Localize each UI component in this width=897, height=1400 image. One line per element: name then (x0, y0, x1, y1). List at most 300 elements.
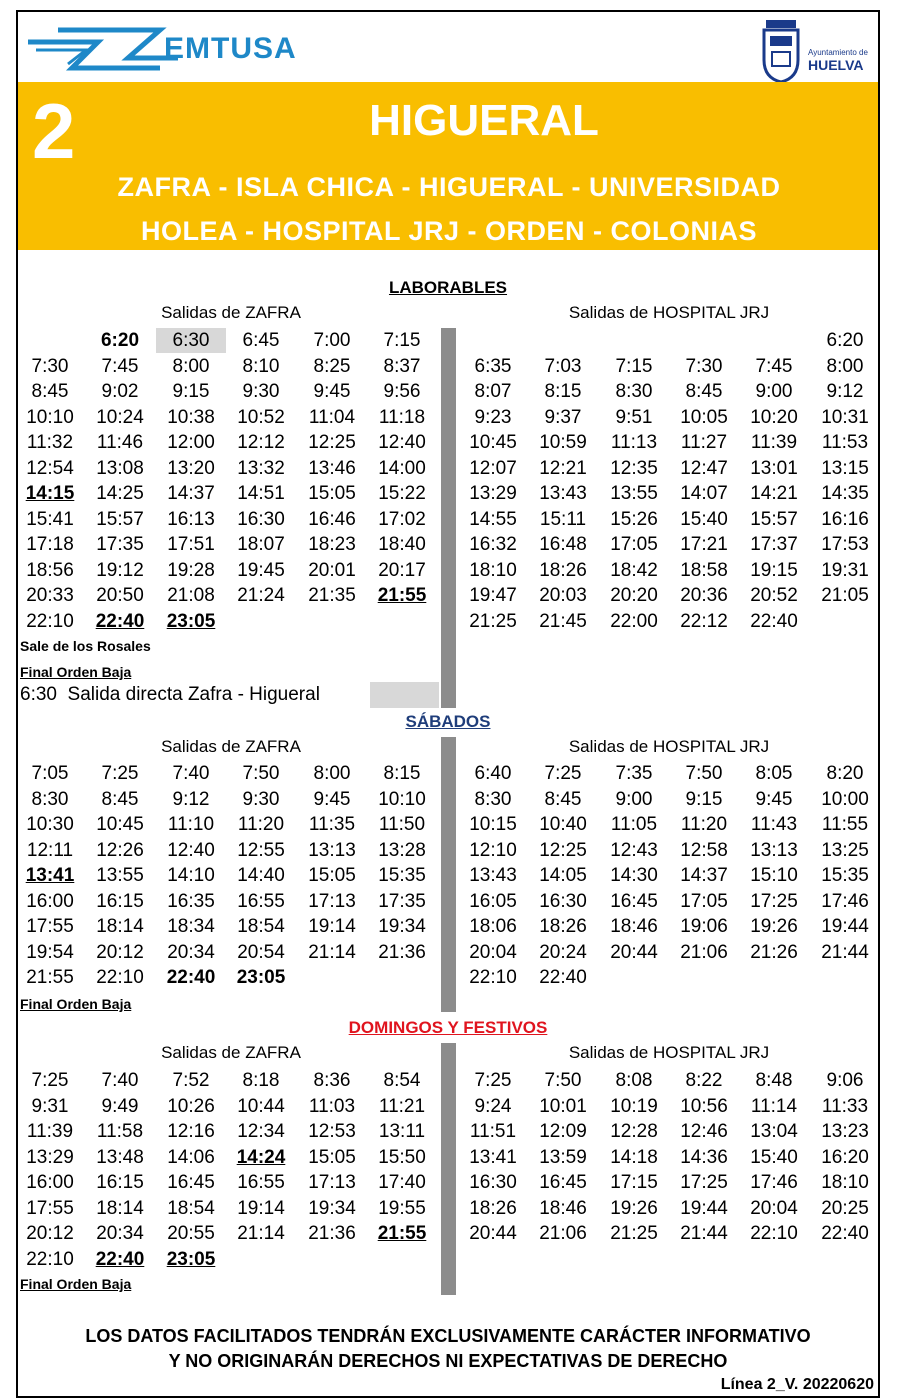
departure-time: 23:05 (166, 1248, 216, 1270)
departure-time: 16:15 (96, 1172, 144, 1193)
departure-time: 14:36 (680, 1146, 728, 1168)
departure-time: 17:25 (750, 890, 798, 912)
departure-time: 11:05 (610, 814, 658, 835)
departure-time: 10:15 (469, 814, 517, 835)
departure-time: 11:04 (308, 406, 356, 428)
section-title: DOMINGOS Y FESTIVOS (348, 1018, 548, 1037)
departure-time: 17:55 (26, 916, 74, 937)
line-number: 2 (32, 87, 76, 175)
departure-time: 19:15 (750, 559, 798, 581)
departure-time: 6:45 (242, 330, 280, 351)
schedule-note: Final Orden Baja (20, 996, 132, 1012)
departure-time: 20:44 (469, 1223, 517, 1244)
departure-time: 8:54 (383, 1070, 421, 1091)
departure-time: 13:55 (610, 483, 658, 504)
departure-time: 8:48 (755, 1070, 793, 1091)
departure-time: 13:41 (25, 865, 75, 886)
departure-time: 10:44 (237, 1095, 285, 1117)
departure-time: 16:35 (167, 890, 215, 912)
departure-time: 7:35 (615, 763, 653, 784)
departure-time: 10:30 (26, 814, 74, 835)
disclaimer-line-1: LOS DATOS FACILITADOS TENDRÁN EXCLUSIVAMENTE CARÁCTER INFORMATIVO (85, 1326, 811, 1346)
departure-time: 10:52 (237, 406, 285, 428)
departure-time: 12:10 (469, 839, 517, 861)
departure-time: 17:05 (610, 534, 658, 555)
departure-time: 13:04 (750, 1121, 798, 1142)
schedule-note: Sale de los Rosales (20, 638, 151, 654)
departure-time: 8:22 (685, 1070, 723, 1091)
departure-time: 8:15 (383, 763, 421, 784)
schedule-note: Final Orden Baja (20, 664, 132, 680)
departure-time: 12:25 (308, 432, 356, 453)
departure-time: 19:55 (378, 1197, 426, 1219)
departure-time: 21:44 (821, 941, 869, 963)
version-label: Línea 2_V. 20220620 (720, 1376, 874, 1393)
schedule-note: Final Orden Baja (20, 1276, 132, 1292)
departure-time: 9:45 (313, 788, 351, 810)
right-column-header: Salidas de HOSPITAL JRJ (568, 737, 770, 756)
departure-time: 13:08 (96, 457, 144, 479)
departure-time: 8:20 (826, 763, 864, 784)
departure-time: 15:22 (378, 483, 426, 504)
departure-time: 11:13 (610, 432, 658, 453)
departure-time: 15:05 (308, 865, 356, 886)
departure-time: 12:35 (610, 457, 658, 479)
departure-time: 11:21 (378, 1095, 426, 1117)
departure-time: 17:13 (308, 1172, 356, 1193)
departure-time: 19:14 (237, 1197, 285, 1219)
departure-time: 18:14 (96, 1197, 144, 1219)
departure-time: 14:24 (236, 1146, 286, 1168)
departure-time: 21:26 (750, 941, 798, 963)
departure-time: 12:47 (680, 457, 728, 479)
departure-time: 18:14 (96, 916, 144, 937)
departure-time: 20:33 (26, 585, 74, 606)
departure-time: 9:12 (826, 381, 864, 402)
departure-time: 10:45 (96, 814, 144, 835)
direct-note-highlight (370, 682, 439, 708)
departure-time: 7:50 (544, 1070, 582, 1091)
departure-time: 19:12 (96, 559, 144, 581)
departure-time: 7:50 (685, 763, 723, 784)
departure-time: 7:40 (172, 763, 210, 784)
departure-time: 9:30 (242, 381, 280, 402)
departure-time: 10:00 (821, 788, 869, 810)
departure-time: 21:06 (539, 1223, 587, 1244)
departure-time: 19:06 (680, 916, 728, 937)
departure-time: 11:46 (96, 432, 144, 453)
departure-time: 21:08 (167, 585, 215, 606)
departure-time: 13:13 (308, 839, 356, 861)
departure-time: 11:10 (167, 814, 215, 835)
departure-time: 13:48 (96, 1146, 144, 1168)
departure-time: 9:15 (172, 381, 210, 402)
departure-time: 21:55 (377, 1223, 427, 1244)
departure-time: 9:24 (474, 1095, 512, 1117)
departure-time: 18:46 (610, 916, 658, 937)
departure-time: 7:45 (101, 355, 139, 377)
departure-time: 11:39 (750, 432, 798, 453)
departure-time: 13:23 (821, 1121, 869, 1142)
departure-time: 20:25 (821, 1197, 869, 1219)
departure-time: 18:56 (26, 559, 74, 581)
departure-time: 17:35 (96, 534, 144, 555)
departure-time: 17:55 (26, 1197, 74, 1219)
departure-time: 17:40 (378, 1172, 426, 1193)
departure-time: 22:10 (96, 967, 144, 988)
route-line-1: ZAFRA - ISLA CHICA - HIGUERAL - UNIVERSIDAD (117, 172, 781, 202)
departure-time: 9:23 (474, 406, 512, 428)
departure-time: 11:58 (96, 1121, 144, 1142)
departure-time: 8:00 (313, 763, 351, 784)
departure-time: 13:43 (539, 483, 587, 504)
departure-time: 16:46 (308, 508, 356, 530)
departure-time: 18:42 (610, 559, 658, 581)
departure-time: 9:00 (615, 788, 653, 810)
departure-time: 18:54 (167, 1197, 215, 1219)
departure-time: 16:00 (26, 1172, 74, 1193)
departure-time: 19:54 (26, 941, 74, 963)
departure-time: 13:29 (26, 1146, 74, 1168)
departure-time: 18:26 (539, 916, 587, 937)
departure-time: 13:43 (469, 865, 517, 886)
departure-time: 18:54 (237, 916, 285, 937)
right-column-header: Salidas de HOSPITAL JRJ (568, 303, 770, 322)
departure-time: 15:26 (610, 508, 658, 530)
departure-time: 15:35 (821, 865, 869, 886)
departure-time: 21:05 (821, 585, 869, 606)
departure-time: 8:45 (31, 381, 69, 402)
departure-time: 12:11 (26, 839, 74, 861)
departure-time: 21:14 (237, 1223, 285, 1244)
departure-time: 22:00 (610, 610, 658, 632)
departure-time: 10:45 (469, 432, 517, 453)
departure-time: 22:40 (539, 967, 587, 988)
departure-time: 17:51 (167, 534, 215, 555)
departure-time: 13:15 (821, 457, 869, 479)
departure-time: 8:30 (615, 381, 653, 402)
departure-time: 12:53 (308, 1121, 356, 1142)
departure-time: 14:10 (167, 865, 215, 886)
city-name: HUELVA (808, 57, 864, 73)
departure-time: 10:26 (167, 1095, 215, 1117)
departure-time: 15:57 (750, 508, 798, 530)
departure-time: 16:48 (539, 534, 587, 555)
departure-time: 9:37 (544, 406, 582, 428)
departure-time: 10:40 (539, 814, 587, 835)
departure-time: 15:10 (750, 865, 798, 886)
departure-time: 20:04 (750, 1197, 798, 1219)
departure-time: 16:30 (539, 890, 587, 912)
departure-time: 19:45 (237, 559, 285, 581)
departure-time: 7:25 (31, 1070, 69, 1091)
departure-time: 10:10 (26, 406, 74, 428)
departure-time: 19:34 (378, 916, 426, 937)
departure-time: 16:15 (96, 890, 144, 912)
departure-time: 20:12 (26, 1223, 74, 1244)
departure-time: 13:46 (308, 457, 356, 479)
departure-time: 14:05 (539, 865, 587, 886)
departure-time: 22:12 (680, 610, 728, 632)
departure-time: 18:58 (680, 559, 728, 581)
departure-time: 13:20 (167, 457, 215, 479)
departure-time: 8:25 (313, 355, 351, 377)
departure-time: 18:06 (469, 916, 517, 937)
departure-time: 21:14 (308, 941, 356, 963)
departure-time: 9:12 (172, 788, 210, 810)
departure-time: 15:50 (378, 1146, 426, 1168)
departure-time: 21:55 (26, 967, 74, 988)
departure-time: 21:25 (610, 1223, 658, 1244)
departure-time: 14:06 (167, 1146, 215, 1168)
direct-departure-text: 6:30 Salida directa Zafra - Higueral (20, 684, 320, 705)
departure-time: 22:10 (26, 1248, 74, 1270)
departure-time: 14:37 (680, 865, 728, 886)
departure-time: 11:39 (26, 1121, 74, 1142)
departure-time: 7:40 (101, 1070, 139, 1091)
departure-time: 16:00 (26, 890, 74, 912)
departure-time: 15:35 (378, 865, 426, 886)
departure-time: 12:21 (539, 457, 587, 479)
departure-time: 8:07 (474, 381, 512, 402)
departure-time: 8:30 (31, 788, 69, 810)
departure-time: 16:30 (237, 508, 285, 530)
company-name: EMTUSA (164, 32, 297, 65)
departure-time: 10:10 (378, 788, 426, 810)
departure-time: 22:40 (95, 1248, 145, 1270)
departure-time: 14:25 (96, 483, 144, 504)
departure-time: 12:00 (167, 432, 215, 453)
departure-time: 19:34 (308, 1197, 356, 1219)
departure-time: 12:43 (610, 839, 658, 861)
departure-time: 20:04 (469, 941, 517, 963)
departure-time: 14:18 (610, 1146, 658, 1168)
departure-time: 20:20 (610, 585, 658, 606)
departure-time: 18:34 (167, 916, 215, 937)
departure-time: 16:20 (821, 1146, 869, 1168)
departure-time: 9:51 (615, 406, 653, 428)
departure-time: 21:45 (539, 610, 587, 632)
departure-time: 12:28 (610, 1121, 658, 1142)
departure-time: 11:27 (680, 432, 728, 453)
departure-time: 7:52 (172, 1070, 210, 1091)
departure-time: 13:32 (237, 457, 285, 479)
departure-time: 16:55 (237, 1172, 285, 1193)
departure-time: 8:00 (172, 355, 210, 377)
departure-time: 19:28 (167, 559, 215, 581)
departure-time: 10:19 (610, 1095, 658, 1117)
left-column-header: Salidas de ZAFRA (161, 1043, 301, 1062)
departure-time: 22:40 (821, 1223, 869, 1244)
line-name: HIGUERAL (369, 96, 599, 145)
departure-time: 20:03 (539, 585, 587, 606)
departure-time: 12:26 (96, 839, 144, 861)
departure-time: 11:43 (750, 814, 798, 835)
departure-time: 14:35 (821, 483, 869, 504)
departure-time: 12:40 (167, 839, 215, 861)
departure-time: 22:10 (750, 1223, 798, 1244)
departure-time: 14:30 (610, 865, 658, 886)
departure-time: 13:41 (469, 1146, 517, 1168)
departure-time: 17:18 (26, 534, 74, 555)
direct-departure-note (18, 682, 439, 708)
departure-time: 20:55 (167, 1223, 215, 1244)
departure-time: 20:36 (680, 585, 728, 606)
departure-time: 8:00 (826, 355, 864, 377)
departure-time: 7:30 (685, 355, 723, 377)
departure-time: 13:01 (750, 457, 798, 479)
departure-time: 18:46 (539, 1197, 587, 1219)
departure-time: 16:16 (821, 508, 869, 530)
departure-time: 10:56 (680, 1095, 728, 1117)
departure-time: 11:33 (821, 1095, 869, 1117)
departure-time: 6:40 (474, 763, 512, 784)
departure-time: 14:15 (25, 483, 75, 504)
departure-time: 9:45 (755, 788, 793, 810)
departure-time: 7:03 (544, 355, 582, 377)
departure-time: 18:40 (378, 534, 426, 555)
departure-time: 16:45 (610, 890, 658, 912)
departure-time: 14:37 (167, 483, 215, 504)
departure-time: 6:20 (826, 330, 864, 351)
departure-time: 16:13 (167, 508, 215, 530)
departure-time: 18:26 (469, 1197, 517, 1219)
departure-time: 21:24 (237, 585, 285, 606)
departure-time: 7:25 (544, 763, 582, 784)
city-council-label: Ayuntamiento de (808, 48, 868, 57)
departure-time: 20:44 (610, 941, 658, 963)
departure-time: 21:36 (378, 941, 426, 963)
departure-time: 11:53 (821, 432, 869, 453)
departure-time: 16:55 (237, 890, 285, 912)
departure-time: 20:54 (237, 941, 285, 963)
departure-time: 7:00 (313, 330, 351, 351)
departure-time: 22:40 (166, 967, 216, 988)
departure-time: 13:55 (96, 865, 144, 886)
departure-time: 17:46 (750, 1172, 798, 1193)
departure-time: 20:34 (96, 1223, 144, 1244)
departure-time: 8:05 (755, 763, 793, 784)
section-title: SÁBADOS (405, 712, 491, 731)
departure-time: 18:23 (308, 534, 356, 555)
departure-time: 14:00 (378, 457, 426, 479)
departure-time: 17:35 (378, 890, 426, 912)
departure-time: 17:05 (680, 890, 728, 912)
departure-time: 20:01 (308, 559, 356, 581)
departure-time: 19:31 (821, 559, 869, 581)
departure-time: 11:20 (237, 814, 285, 835)
departure-time: 13:28 (378, 839, 426, 861)
departure-time: 8:18 (242, 1070, 280, 1091)
line-banner (18, 82, 880, 250)
departure-time: 12:58 (680, 839, 728, 861)
departure-time: 15:05 (308, 483, 356, 504)
departure-time: 21:44 (680, 1223, 728, 1244)
departure-time: 14:07 (680, 483, 728, 504)
departure-time: 21:25 (469, 610, 517, 632)
departure-time: 8:08 (615, 1070, 653, 1091)
departure-time: 6:20 (100, 330, 140, 351)
departure-time: 11:55 (821, 814, 869, 835)
departure-time: 15:11 (539, 508, 587, 530)
departure-time: 17:25 (680, 1172, 728, 1193)
departure-time: 15:40 (750, 1146, 798, 1168)
departure-time: 8:45 (685, 381, 723, 402)
departure-time: 21:36 (308, 1223, 356, 1244)
timetable-page (16, 10, 880, 1398)
departure-time: 7:25 (101, 763, 139, 784)
departure-time: 8:36 (313, 1070, 351, 1091)
departure-time: 11:32 (26, 432, 74, 453)
departure-time: 19:44 (680, 1197, 728, 1219)
departure-time: 20:12 (96, 941, 144, 963)
departure-time: 16:45 (167, 1172, 215, 1193)
departure-time: 19:14 (308, 916, 356, 937)
departure-time: 20:52 (750, 585, 798, 606)
departure-time: 15:41 (26, 508, 74, 530)
departure-time: 16:32 (469, 534, 517, 555)
departure-time: 14:40 (237, 865, 285, 886)
departure-time: 21:35 (308, 585, 356, 606)
departure-time: 14:51 (237, 483, 285, 504)
departure-time: 9:06 (826, 1070, 864, 1091)
departure-time: 19:44 (821, 916, 869, 937)
departure-time: 15:57 (96, 508, 144, 530)
departure-time: 7:50 (242, 763, 280, 784)
departure-time: 17:37 (750, 534, 798, 555)
column-divider (441, 737, 456, 1012)
departure-time: 17:02 (378, 508, 426, 530)
departure-time: 21:06 (680, 941, 728, 963)
departure-time: 11:50 (378, 814, 426, 835)
departure-time: 16:05 (469, 890, 517, 912)
departure-time: 22:10 (26, 610, 74, 632)
departure-time: 21:55 (377, 585, 427, 606)
disclaimer-line-2: Y NO ORIGINARÁN DERECHOS NI EXPECTATIVAS DE DERECHO (168, 1351, 728, 1371)
departure-time: 11:51 (469, 1121, 517, 1142)
departure-time: 12:40 (378, 432, 426, 453)
departure-time: 11:18 (378, 406, 426, 428)
departure-time: 7:05 (31, 763, 69, 784)
departure-time: 22:10 (469, 967, 517, 988)
departure-time: 9:56 (383, 381, 421, 402)
departure-time: 10:38 (167, 406, 215, 428)
departure-time: 12:16 (167, 1121, 215, 1142)
departure-time: 11:03 (308, 1095, 356, 1117)
departure-time: 20:24 (539, 941, 587, 963)
departure-time: 19:47 (469, 585, 517, 606)
departure-time: 22:40 (750, 610, 798, 632)
departure-time: 10:31 (821, 406, 869, 428)
column-divider (441, 1043, 456, 1295)
departure-time: 12:09 (539, 1121, 587, 1142)
departure-time: 13:11 (378, 1121, 426, 1142)
departure-time: 10:24 (96, 406, 144, 428)
left-column-header: Salidas de ZAFRA (161, 737, 301, 756)
departure-time: 8:10 (242, 355, 280, 377)
departure-time: 13:25 (821, 839, 869, 861)
departure-time: 19:26 (610, 1197, 658, 1219)
departure-time: 20:17 (378, 559, 426, 581)
departure-time: 22:40 (95, 610, 145, 632)
departure-time: 8:45 (544, 788, 582, 810)
departure-time: 18:26 (539, 559, 587, 581)
section-title: LABORABLES (388, 278, 508, 297)
departure-time: 20:34 (167, 941, 215, 963)
departure-time: 9:15 (685, 788, 723, 810)
departure-time: 9:45 (313, 381, 351, 402)
departure-time: 7:15 (383, 330, 421, 351)
